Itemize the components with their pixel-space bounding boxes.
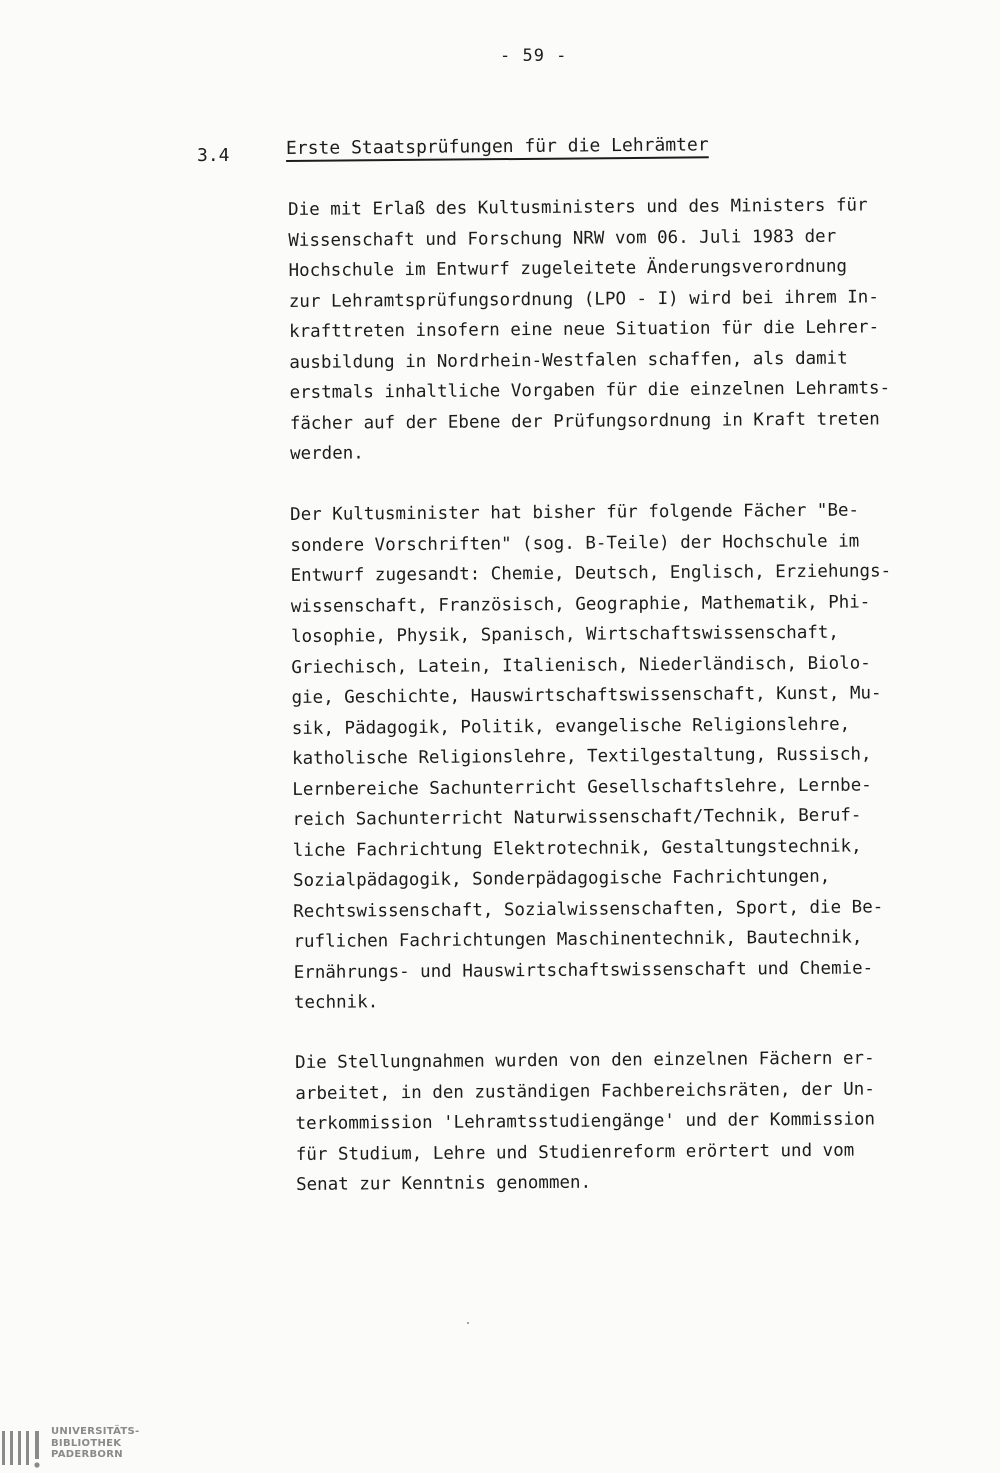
paragraph-line: erstmals inhaltliche Vorgaben für die einzelnen Lehramts- — [289, 378, 891, 403]
paragraph-line: wissenschaft, Französisch, Geographie, Mathematik, Phi- — [290, 591, 871, 617]
paragraph-line: Rechtswissenschaft, Sozialwissenschaften, Sport, die Be- — [293, 896, 884, 922]
paragraph-line: krafttreten insofern eine neue Situation für die Lehrer- — [288, 317, 880, 342]
paragraph-line: fächer auf der Ebene der Prüfungsordnung in Kraft treten — [289, 408, 880, 434]
paragraph-line: losophie, Physik, Spanisch, Wirtschaftswissenschaft, — [290, 622, 840, 647]
paragraph-line: Die Stellungnahmen wurden von den einzelnen Fächern er- — [295, 1048, 875, 1073]
section-number: 3.4 — [197, 145, 230, 166]
paragraph-line: Ernährungs- und Hauswirtschaftswissenschaft und Chemie- — [293, 957, 874, 983]
scan-speck — [467, 1322, 469, 1324]
library-logo — [0, 1423, 150, 1473]
paragraph-line: werden. — [289, 443, 364, 464]
page-number: - 59 - — [500, 46, 568, 66]
paragraph-line: Wissenschaft und Forschung NRW vom 06. Juli 1983 der — [288, 226, 837, 251]
paragraph-line: Lernbereiche Sachunterricht Gesellschaftslehre, Lernbe- — [292, 774, 872, 800]
paragraph-line: technik. — [293, 992, 379, 1013]
paragraph-line: Sozialpädagogik, Sonderpädagogische Fachrichtungen, — [292, 866, 831, 891]
library-name-line: UNIVERSITÄTS- — [51, 1426, 140, 1437]
paragraph-line: ausbildung in Nordrhein-Westfalen schaffen, als damit — [289, 348, 848, 373]
paragraph-line: ruflichen Fachrichtungen Maschinentechnik, Bautechnik, — [293, 927, 863, 952]
paragraph-line: katholische Religionslehre, Textilgestaltung, Russisch, — [291, 744, 872, 769]
paragraph-line: für Studium, Lehre und Studienreform erörtert und vom — [295, 1140, 855, 1165]
paragraph-line: sik, Pädagogik, Politik, evangelische Religionslehre, — [291, 714, 851, 739]
library-name-line: PADERBORN — [51, 1449, 123, 1460]
paragraph-1 — [288, 190, 891, 469]
paragraph-line: liche Fachrichtung Elektrotechnik, Gestaltungstechnik, — [292, 836, 862, 861]
paragraph-line: terkommission 'Lehramtsstudiengänge' und der Kommission — [295, 1109, 876, 1134]
paragraph-line: Griechisch, Latein, Italienisch, Niederländisch, Biolo- — [291, 652, 871, 678]
paragraph-line: gie, Geschichte, Hauswirtschaftswissenschaft, Kunst, Mu- — [291, 683, 882, 708]
paragraph-line: Senat zur Kenntnis genommen. — [295, 1172, 592, 1195]
paragraph-line: Die mit Erlaß des Kultusministers und des Ministers für — [288, 195, 868, 220]
library-name-line: BIBLIOTHEK — [51, 1437, 122, 1449]
paragraph-3 — [295, 1043, 886, 1200]
paragraph-line: arbeitet, in den zuständigen Fachbereichsräten, der Un- — [295, 1078, 875, 1104]
paragraph-line: Hochschule im Entwurf zugeleitete Änderungsverordnung — [288, 256, 848, 281]
library-bars-icon — [2, 1429, 44, 1469]
paragraph-line: Der Kultusminister hat bisher für folgende Fächer "Be- — [290, 500, 860, 525]
paragraph-line: sondere Vorschriften" (sog. B-Teile) der Hochschule im — [290, 531, 860, 556]
paragraph-line: reich Sachunterricht Naturwissenschaft/Technik, Beruf- — [292, 805, 862, 830]
paragraph-line: zur Lehramtsprüfungsordnung (LPO - I) wird bei ihrem In- — [288, 286, 879, 312]
paragraph-2 — [290, 495, 892, 1018]
library-name — [51, 1426, 140, 1461]
paragraph-line: Entwurf zugesandt: Chemie, Deutsch, Englisch, Erziehungs- — [290, 561, 892, 586]
section-title: Erste Staatsprüfungen für die Lehrämter — [285, 134, 709, 159]
